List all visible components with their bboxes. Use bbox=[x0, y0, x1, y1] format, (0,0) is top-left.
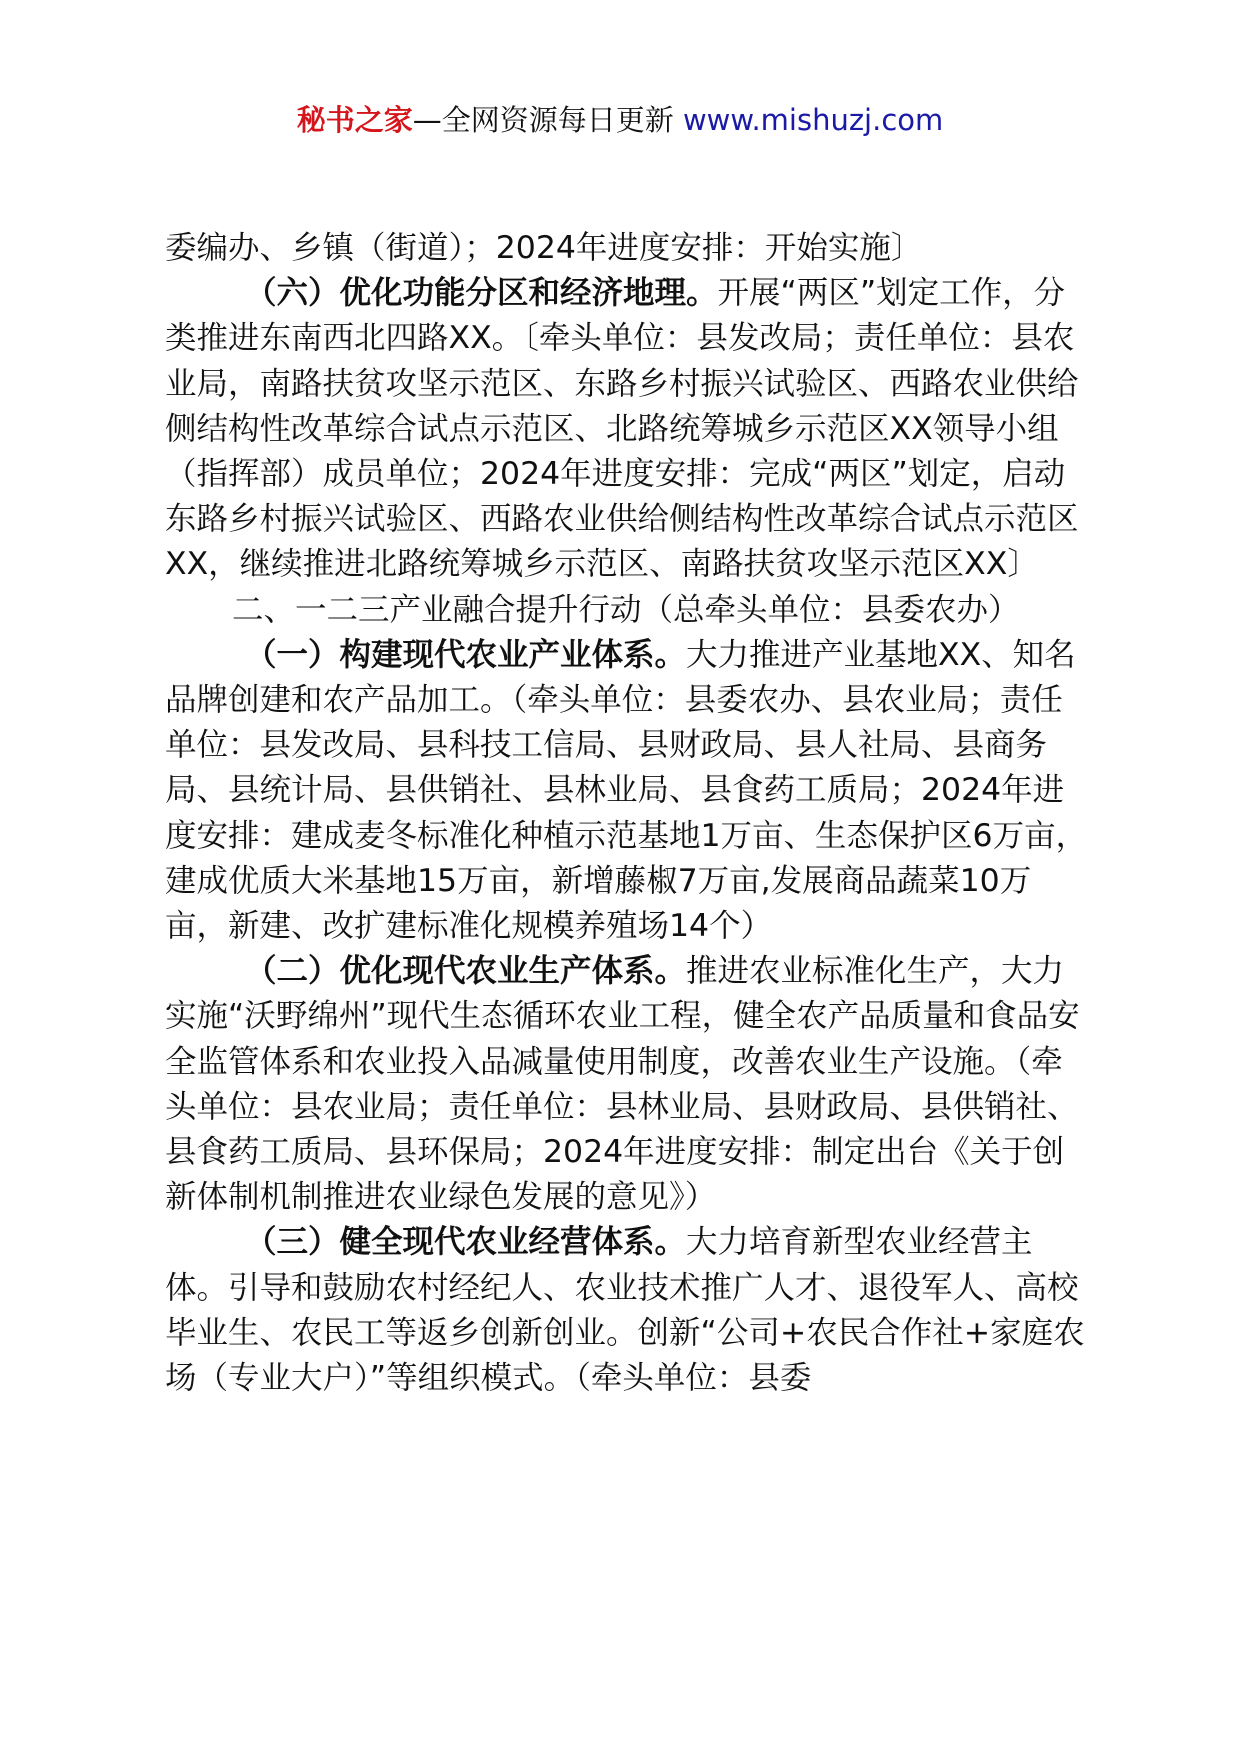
paragraph bbox=[165, 588, 1090, 633]
paragraph-text: 大力推进产业基地XX、知名品牌创建和农产品加工。（牵头单位：县委农办、县农业局；责任单位：县发改局、县科技工信局、县财政局、县人社局、县商务局、县统计局、县供销社、县林业局、县食药工质局；2024年进度安排：建成麦冬标准化种植示范基地1万亩、生态保护区6万亩，建成优质大米基地15万亩，新增藤椒7万亩,发展商品蔬菜10万亩，新建、改扩建标准化规模养殖场14个） bbox=[165, 636, 1088, 945]
site-brand: 秘书之家 bbox=[296, 103, 413, 137]
site-tagline: —全网资源每日更新 bbox=[412, 103, 683, 137]
paragraph bbox=[165, 1220, 1090, 1401]
section-heading: （三）健全现代农业经营体系。 bbox=[245, 1224, 687, 1261]
paragraph bbox=[165, 633, 1090, 949]
paragraph bbox=[165, 271, 1090, 587]
paragraph-text: 开展“两区”划定工作，分类推进东南西北四路XX。〔牵头单位：县发改局；责任单位：县农业局，南路扶贫攻坚示范区、东路乡村振兴试验区、西路农业供给侧结构性改革综合试点示范区、北路统筹城乡示范区XX领导小组（指挥部）成员单位；2024年进度安排：完成“两区”划定，启动东路乡村振兴试验区、西路农业供给侧结构性改革综合试点示范区XX，继续推进北路统筹城乡示范区、南路扶贫攻坚示范区XX〕 bbox=[165, 275, 1079, 583]
section-title: 二、一二三产业融合提升行动（总牵头单位：县委农办） bbox=[232, 591, 1020, 628]
paragraph bbox=[165, 226, 1090, 271]
section-heading: （一）构建现代农业产业体系。 bbox=[245, 636, 687, 673]
paragraph bbox=[165, 949, 1090, 1220]
section-heading: （二）优化现代农业生产体系。 bbox=[245, 953, 687, 990]
section-heading: （六）优化功能分区和经济地理。 bbox=[245, 275, 718, 312]
paragraph-text: 大力培育新型农业经营主体。引导和鼓励农村经纪人、农业技术推广人才、退役军人、高校毕业生、农民工等返乡创新创业。创新“公司+农民合作社+家庭农场（专业大户）”等组织模式。（牵头单位：县委 bbox=[165, 1224, 1085, 1397]
site-url: www.mishuzj.com bbox=[682, 103, 944, 137]
paragraph-text: 推进农业标准化生产，大力实施“沃野绵州”现代生态循环农业工程，健全农产品质量和食品安全监管体系和农业投入品减量使用制度，改善农业生产设施。（牵头单位：县农业局；责任单位：县林业局、县财政局、县供销社、县食药工质局、县环保局；2024年进度安排：制定出台《关于创新体制机制推进农业绿色发展的意见》） bbox=[165, 953, 1080, 1216]
paragraph-text: 委编办、乡镇（街道）；2024年进度安排：开始实施〕 bbox=[165, 230, 923, 266]
watermark-header bbox=[0, 100, 1240, 140]
document-body bbox=[165, 226, 1090, 1401]
